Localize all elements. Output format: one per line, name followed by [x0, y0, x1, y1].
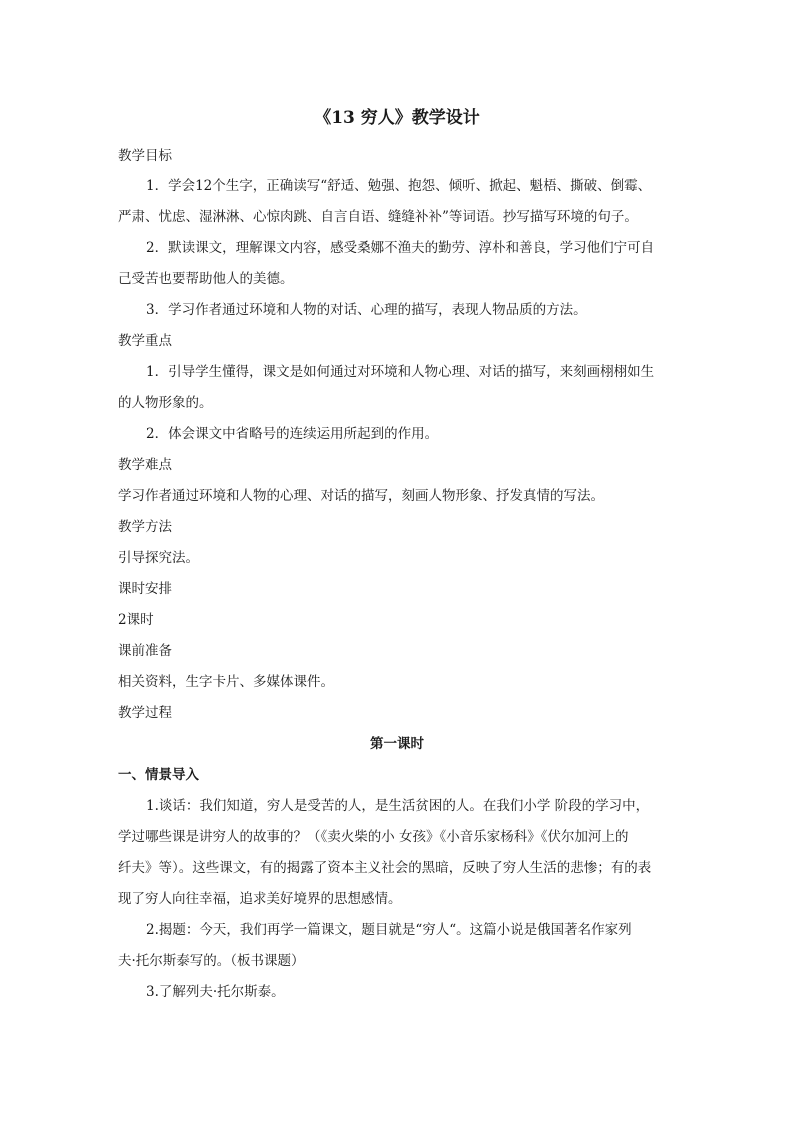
lesson-heading: 第一课时	[370, 736, 424, 752]
paragraph-line: 2.揭题：今天，我们再学一篇课文，题目就是“穷人“。这篇小说是俄国著名作家列	[146, 922, 632, 938]
paragraph-line: 学过哪些课是讲穷人的故事的？（《卖火柴的小 女孩》《小音乐家杨科》《伏尔加河上的	[118, 829, 629, 845]
section-heading-method: 教学方法	[118, 519, 172, 535]
paragraph-line: 2课时	[118, 612, 154, 628]
section-heading-difficulties: 教学难点	[118, 457, 172, 473]
paragraph-line: 1．引导学生懂得，课文是如何通过对环境和人物心理、对话的描写，来刻画栩栩如生	[146, 364, 655, 380]
paragraph-line: 夫·托尔斯泰写的。（板书课题）	[118, 953, 305, 969]
paragraph-line: 纤夫》等）。这些课文，有的揭露了资本主义社会的黑暗，反映了穷人生活的悲惨；有的表	[118, 860, 652, 876]
paragraph-line: 1．学会12个生字，正确读写“舒适、勉强、抱怨、倾听、掀起、魁梧、撕破、倒霉、	[146, 178, 652, 194]
section-heading-schedule: 课时安排	[118, 581, 172, 597]
paragraph-line: 的人物形象的。	[118, 395, 213, 411]
paragraph-line: 1.谈话：我们知道，穷人是受苦的人，是生活贫困的人。在我们小学 阶段的学习中，	[146, 798, 650, 814]
paragraph-line: 3.了解列夫·托尔斯泰。	[146, 984, 285, 1000]
paragraph-line: 2．默读课文，理解课文内容，感受桑娜不渔夫的勤劳、淳朴和善良，学习他们宁可自	[146, 240, 655, 256]
paragraph-line: 相关资料，生字卡片、多媒体课件。	[118, 674, 334, 690]
section-heading-process: 教学过程	[118, 705, 172, 721]
section-heading-preparation: 课前准备	[118, 643, 172, 659]
document-title: 《13 穷人》教学设计	[314, 108, 480, 128]
paragraph-line: 学习作者通过环境和人物的心理、对话的描写，刻画人物形象、抒发真情的写法。	[118, 488, 604, 504]
subsection-heading: 一、情景导入	[118, 767, 199, 783]
paragraph-line: 严肃、忧虑、湿淋淋、心惊肉跳、自言自语、缝缝补补”等词语。抄写描写环境的句子。	[118, 209, 638, 225]
paragraph-line: 引导探究法。	[118, 550, 199, 566]
paragraph-line: 己受苦也要帮助他人的美德。	[118, 271, 294, 287]
paragraph-line: 3．学习作者通过环境和人物的对话、心理的描写，表现人物品质的方法。	[146, 302, 587, 318]
section-heading-key-points: 教学重点	[118, 333, 172, 349]
paragraph-line: 现了穷人向往幸福，追求美好境界的思想感情。	[118, 891, 402, 907]
paragraph-line: 2．体会课文中省略号的连续运用所起到的作用。	[146, 426, 439, 442]
section-heading-objectives: 教学目标	[118, 148, 172, 164]
